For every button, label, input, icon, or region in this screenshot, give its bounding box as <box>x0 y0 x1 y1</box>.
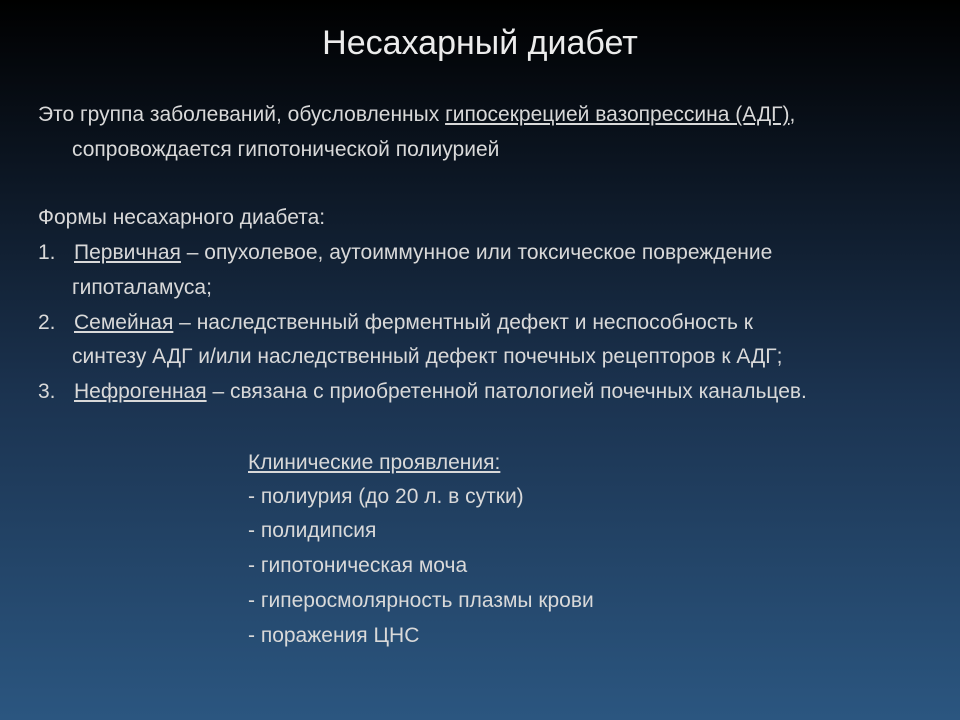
form-item-text: – наследственный ферментный дефект и неспособность к <box>173 311 753 334</box>
intro-line-1 <box>38 101 795 129</box>
intro-line-2: сопровождается гипотонической полиурией <box>72 138 500 161</box>
clinical-item: - гиперосмолярность плазмы крови <box>248 589 594 612</box>
clinical-item: - гипотоническая моча <box>248 554 468 577</box>
clinical-item: - поражения ЦНС <box>248 624 420 647</box>
form-item-number: 3. <box>38 380 56 403</box>
forms-heading: Формы несахарного диабета: <box>38 206 326 229</box>
clinical-heading: Клинические проявления: <box>248 451 501 474</box>
slide-title: Несахарный диабет <box>322 24 638 62</box>
form-item-number: 2. <box>38 311 56 334</box>
intro-underlined-term: гипосекрецией вазопрессина (АДГ) <box>445 103 790 126</box>
form-item-term: Семейная <box>74 311 174 334</box>
intro-suffix: , <box>789 103 796 126</box>
form-item-2-line-2: синтезу АДГ и/или наследственный дефект почечных рецепторов к АДГ; <box>72 345 783 368</box>
form-item-term: Первичная <box>74 241 181 264</box>
form-item-text: – связана с приобретенной патологией почечных канальцев. <box>206 380 807 403</box>
form-item-2-line-1 <box>38 309 753 337</box>
form-item-number: 1. <box>38 241 56 264</box>
form-item-3-line-1 <box>38 378 807 406</box>
clinical-item: - полидипсия <box>248 519 377 542</box>
form-item-1-line-2: гипоталамуса; <box>72 276 212 299</box>
form-item-text: – опухолевое, аутоиммунное или токсическое повреждение <box>180 241 773 264</box>
form-item-1-line-1 <box>38 239 772 267</box>
form-item-term: Нефрогенная <box>74 380 207 403</box>
intro-prefix: Это группа заболеваний, обусловленных <box>38 103 446 126</box>
clinical-item: - полиурия (до 20 л. в сутки) <box>248 485 524 508</box>
